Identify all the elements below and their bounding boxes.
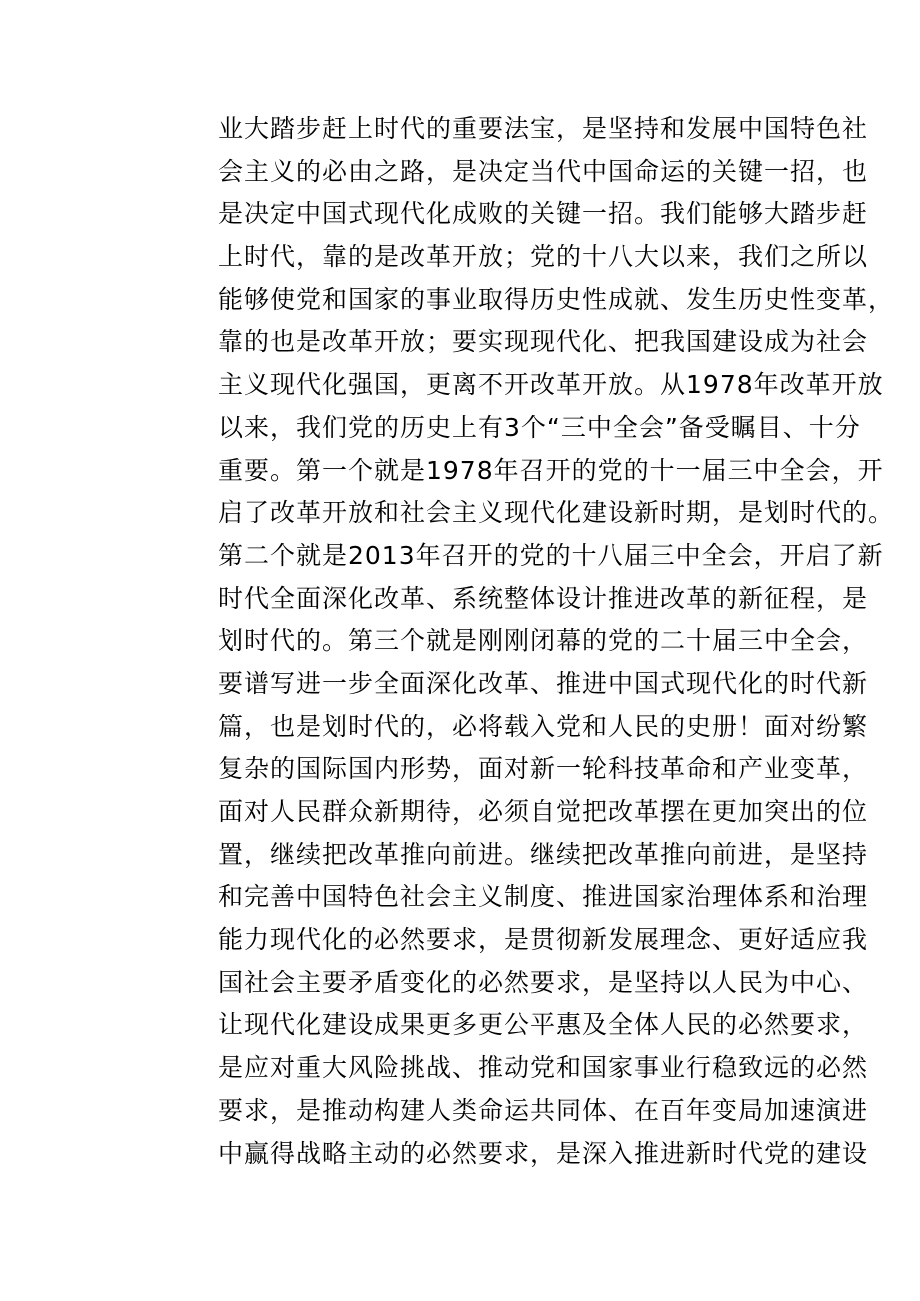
text-line-8: 以来，我们党的历史上有3个“三中全会”备受瞩目、十分 xyxy=(218,412,861,442)
text-line-17: 面对人民群众新期待，必须自觉把改革摆在更加突出的位 xyxy=(218,797,869,826)
text-line-18: 置，继续把改革推向前进。继续把改革推向前进，是坚持 xyxy=(218,839,869,869)
text-line-22: 让现代化建设成果更多更公平惠及全体人民的必然要求， xyxy=(218,1010,869,1040)
text-line-25: 中赢得战略主动的必然要求，是深入推进新时代党的建设 xyxy=(218,1138,869,1168)
text-line-9: 重要。第一个就是1978年召开的党的十一届三中全会，开 xyxy=(218,455,884,485)
text-line-16: 复杂的国际国内形势，面对新一轮科技革命和产业变革， xyxy=(218,754,869,784)
text-line-20: 能力现代化的必然要求，是贯彻新发展理念、更好适应我 xyxy=(218,925,869,955)
text-line-15: 篇，也是划时代的，必将载入党和人民的史册！面对纷繁 xyxy=(218,711,869,741)
text-line-10: 启了改革开放和社会主义现代化建设新时期，是划时代的。 xyxy=(218,498,895,528)
text-line-7: 主义现代化强国，更离不开改革开放。从1978年改革开放 xyxy=(218,370,884,400)
text-line-4: 上时代，靠的是改革开放；党的十八大以来，我们之所以 xyxy=(218,242,869,272)
text-line-12: 时代全面深化改革、系统整体设计推进改革的新征程，是 xyxy=(218,583,869,613)
text-line-23: 是应对重大风险挑战、推动党和国家事业行稳致远的必然 xyxy=(218,1053,869,1083)
text-line-19: 和完善中国特色社会主义制度、推进国家治理体系和治理 xyxy=(218,882,869,912)
body-text xyxy=(218,108,895,1175)
text-line-13: 划时代的。第三个就是刚刚闭幕的党的二十届三中全会， xyxy=(218,626,869,656)
text-line-2: 会主义的必由之路，是决定当代中国命运的关键一招，也 xyxy=(218,156,869,186)
text-line-1: 业大踏步赶上时代的重要法宝，是坚持和发展中国特色社 xyxy=(218,114,869,143)
text-line-14: 要谱写进一步全面深化改革、推进中国式现代化的时代新 xyxy=(218,668,869,698)
text-line-21: 国社会主要矛盾变化的必然要求，是坚持以人民为中心、 xyxy=(218,967,869,997)
text-line-24: 要求，是推动构建人类命运共同体、在百年变局加速演进 xyxy=(218,1095,869,1125)
text-line-5: 能够使党和国家的事业取得历史性成就、发生历史性变革， xyxy=(218,284,895,314)
text-line-3: 是决定中国式现代化成败的关键一招。我们能够大踏步赶 xyxy=(218,199,869,229)
text-line-6: 靠的也是改革开放；要实现现代化、把我国建设成为社会 xyxy=(218,327,869,357)
text-line-11: 第二个就是2013年召开的党的十八届三中全会，开启了新 xyxy=(218,540,884,570)
